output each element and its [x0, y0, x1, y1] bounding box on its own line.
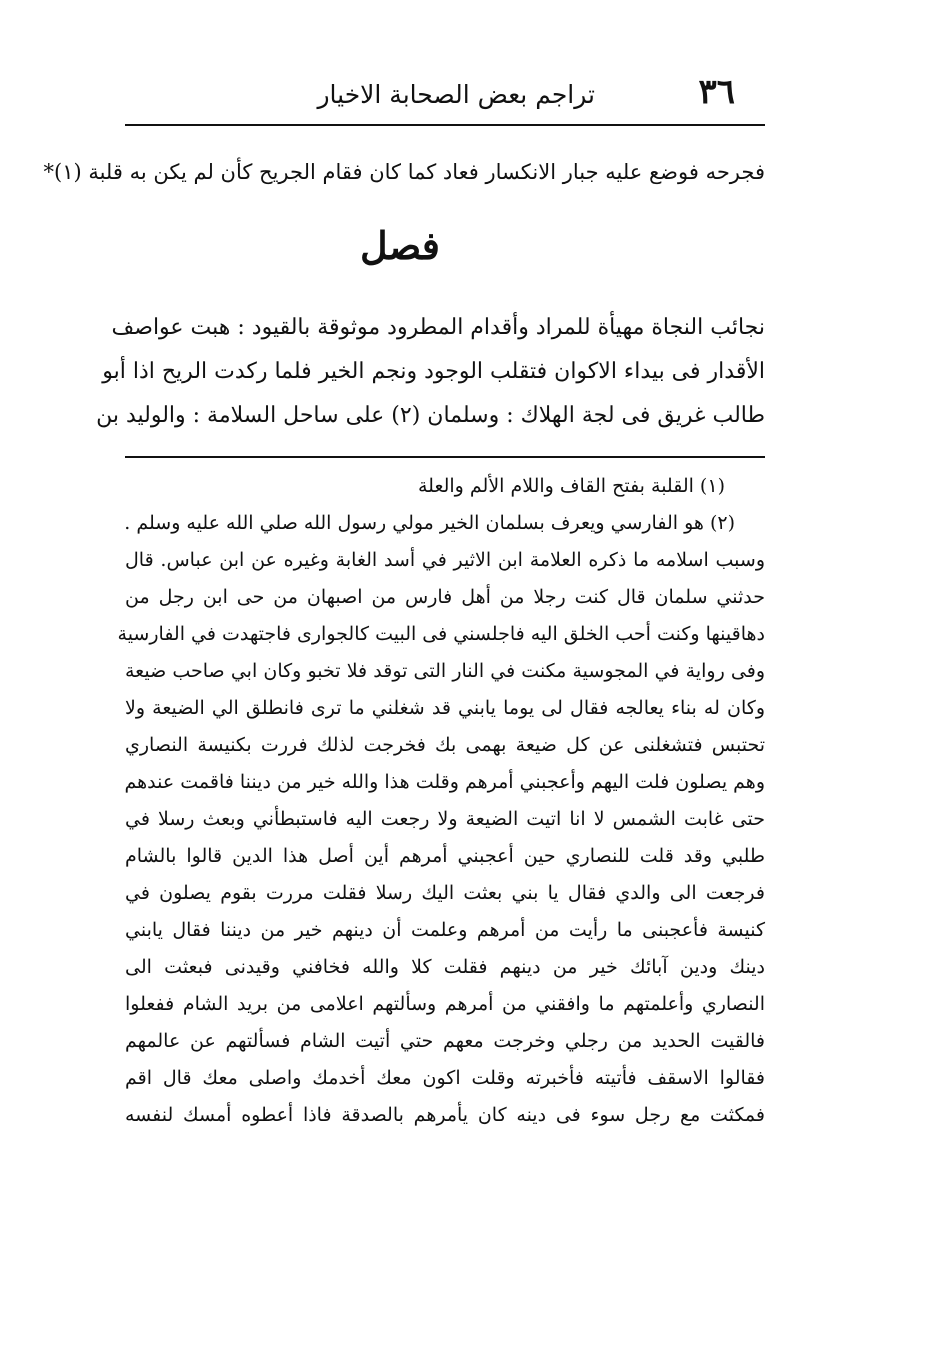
body-line: نجائب النجاة مهيأة للمراد وأقدام المطرود موثوقة بالقيود : هبت عواصف [111, 315, 765, 340]
footnote-2-line: فقالوا الاسقف فأتيته فأخبرته وقلت اكون معك أخدمك واصلى معك قال اقم [125, 1067, 765, 1089]
body-line: الأقدار فى بيداء الاكوان فتقلب الوجود ونجم الخير فلما ركدت الريح اذا أبو [102, 359, 765, 384]
book-page [43, 70, 766, 1134]
footnote-2-line: وكان له بناء يعالجه فقال لى يوما يابني قد شغلني ما ترى فانطلق الي الضيعة ولا [125, 697, 765, 719]
footnote-2-line: حدثني سلمان قال كنت رجلا من أهل فارس من اصبهان من حى ابن رجل من [125, 586, 765, 608]
page-header [125, 70, 765, 122]
footnote-2-line: وفى رواية في المجوسية مكنت في النار التى توقد فلا تخبو وكان ابي صاحب ضيعة [125, 660, 765, 682]
footnote-2-line: وهم يصلون فلت اليهم وأعجبني أمرهم وقلت هذا والله خير من ديننا فاقمت عندهم [124, 771, 765, 793]
footnote-2-line: فالقيت الحديد من رجلي وخرجت معهم حتي أتيت الشام فسألتهم عن عالمهم [125, 1030, 765, 1052]
footnote-2-line: دينك ودين آبائك خير من دينهم فقلت كلا والله فخافني وقيدنى فبعثت الى [125, 956, 765, 978]
footnote-2-line: وسبب اسلامه ما ذكره العلامة ابن الاثير في أسد الغابة وغيره عن ابن عباس. قال [125, 549, 765, 571]
footnote-2-line: طلبي وقد قلت للنصاري حين أعجبني أمرهم أين أصل هذا الدين قالوا بالشام [125, 845, 765, 867]
lead-line: فجرحه فوضع عليه جبار الانكسار فعاد كما كان فقام الجريح كأن لم يكن به قلبة (١)* [43, 160, 765, 184]
footnote-1: (١) القلبة بفتح القاف واللام الألم والعلة [417, 475, 725, 497]
footnote-2-line: حتى غابت الشمس لا انا اتيت الضيعة ولا رجعت اليه فاستبطأني وبعث رسلا في [125, 808, 766, 830]
footnote-rule [125, 456, 765, 458]
header-rule [125, 124, 765, 126]
page-number: ٣٦ [698, 72, 735, 112]
body-line: طالب غريق فى لجة الهلاك : وسلمان (٢) على ساحل السلامة : والوليد بن [96, 403, 765, 428]
footnote-2-line: تحتبس فتشغلنى عن كل ضيعة بهمى بك فخرجت لذلك فررت بكنيسة النصاري [125, 734, 765, 756]
footnotes [117, 468, 766, 1134]
footnote-2-line: كنيسة فأعجبنى ما رأيت من أمرهم وعلمت أن دينهم خير من ديننا فقال يابني [125, 919, 765, 941]
footnote-2-line: النصاري وأعلمتهم ما وافقني من أمرهم وسألتهم اعلامى من بريد الشام ففعلوا [125, 993, 765, 1015]
section-heading: فصل [360, 223, 440, 268]
footnote-2-line: (٢) هو الفارسي ويعرف بسلمان الخير مولي رسول الله صلي الله عليه وسلم . [124, 512, 735, 534]
footnote-2-line: دهاقينها وكنت أحب الخلق اليه فاجلسني فى البيت كالجوارى فاجتهدت في الفارسية [117, 623, 765, 645]
running-title: تراجم بعض الصحابة الاخيار [317, 80, 595, 109]
main-text [96, 306, 765, 438]
footnote-2-line: فمكثت مع رجل سوء فى دينه كان يأمرهم بالصدقة فاذا أعطوه أمسك لنفسه [125, 1104, 765, 1126]
footnote-2-line: فرجعت الى والدي فقال يا بني بعثت اليك رسلا فقلت مررت بقوم يصلون في [125, 882, 765, 904]
